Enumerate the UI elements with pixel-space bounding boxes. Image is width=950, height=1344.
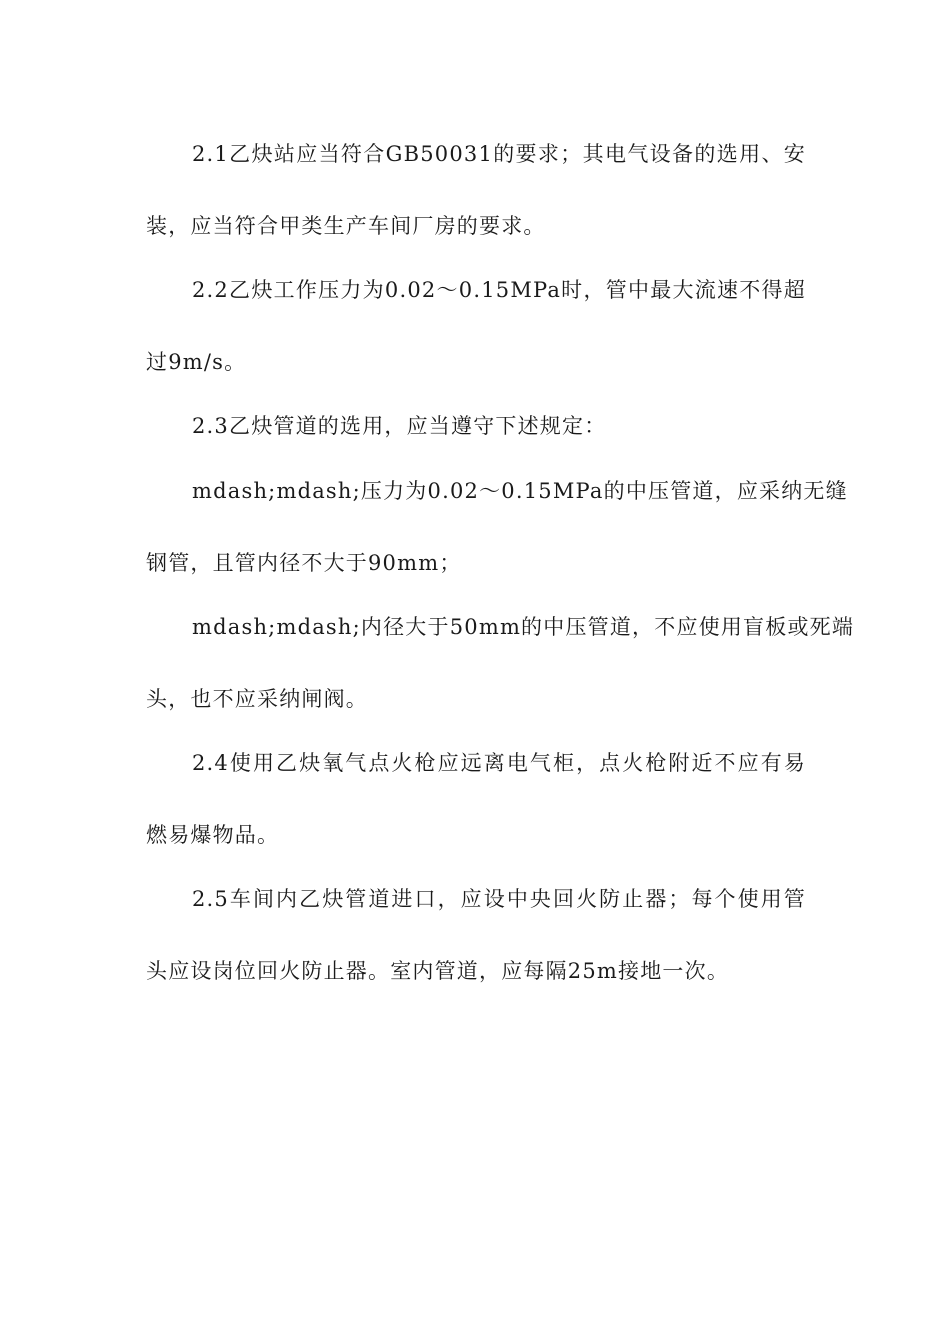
paragraph-2-5-line-2: 头应设岗位回火防止器。室内管道，应每隔25m接地一次。 [146, 959, 730, 983]
paragraph-2-2-line-1: 2.2乙炔工作压力为0.02～0.15MPa时，管中最大流速不得超 [192, 278, 806, 302]
list-item-1-line-1: mdash;mdash;压力为0.02～0.15MPa的中压管道，应采纳无缝 [192, 479, 848, 503]
list-item-2-line-2: 头，也不应采纳闸阀。 [146, 687, 368, 711]
paragraph-2-1-line-2: 装，应当符合甲类生产车间厂房的要求。 [146, 214, 546, 238]
paragraph-2-1-line-1: 2.1乙炔站应当符合GB50031的要求；其电气设备的选用、安 [192, 142, 806, 166]
paragraph-2-3: 2.3乙炔管道的选用，应当遵守下述规定： [192, 414, 607, 438]
paragraph-2-5-line-1: 2.5车间内乙炔管道进口，应设中央回火防止器；每个使用管 [192, 887, 806, 911]
list-item-1-line-2: 钢管，且管内径不大于90mm； [146, 551, 462, 575]
paragraph-2-4-line-2: 燃易爆物品。 [146, 823, 280, 847]
paragraph-2-2-line-2: 过9m/s。 [146, 350, 247, 374]
paragraph-2-4-line-1: 2.4使用乙炔氧气点火枪应远离电气柜，点火枪附近不应有易 [192, 751, 806, 775]
list-item-2-line-1: mdash;mdash;内径大于50mm的中压管道，不应使用盲板或死端 [192, 615, 855, 639]
